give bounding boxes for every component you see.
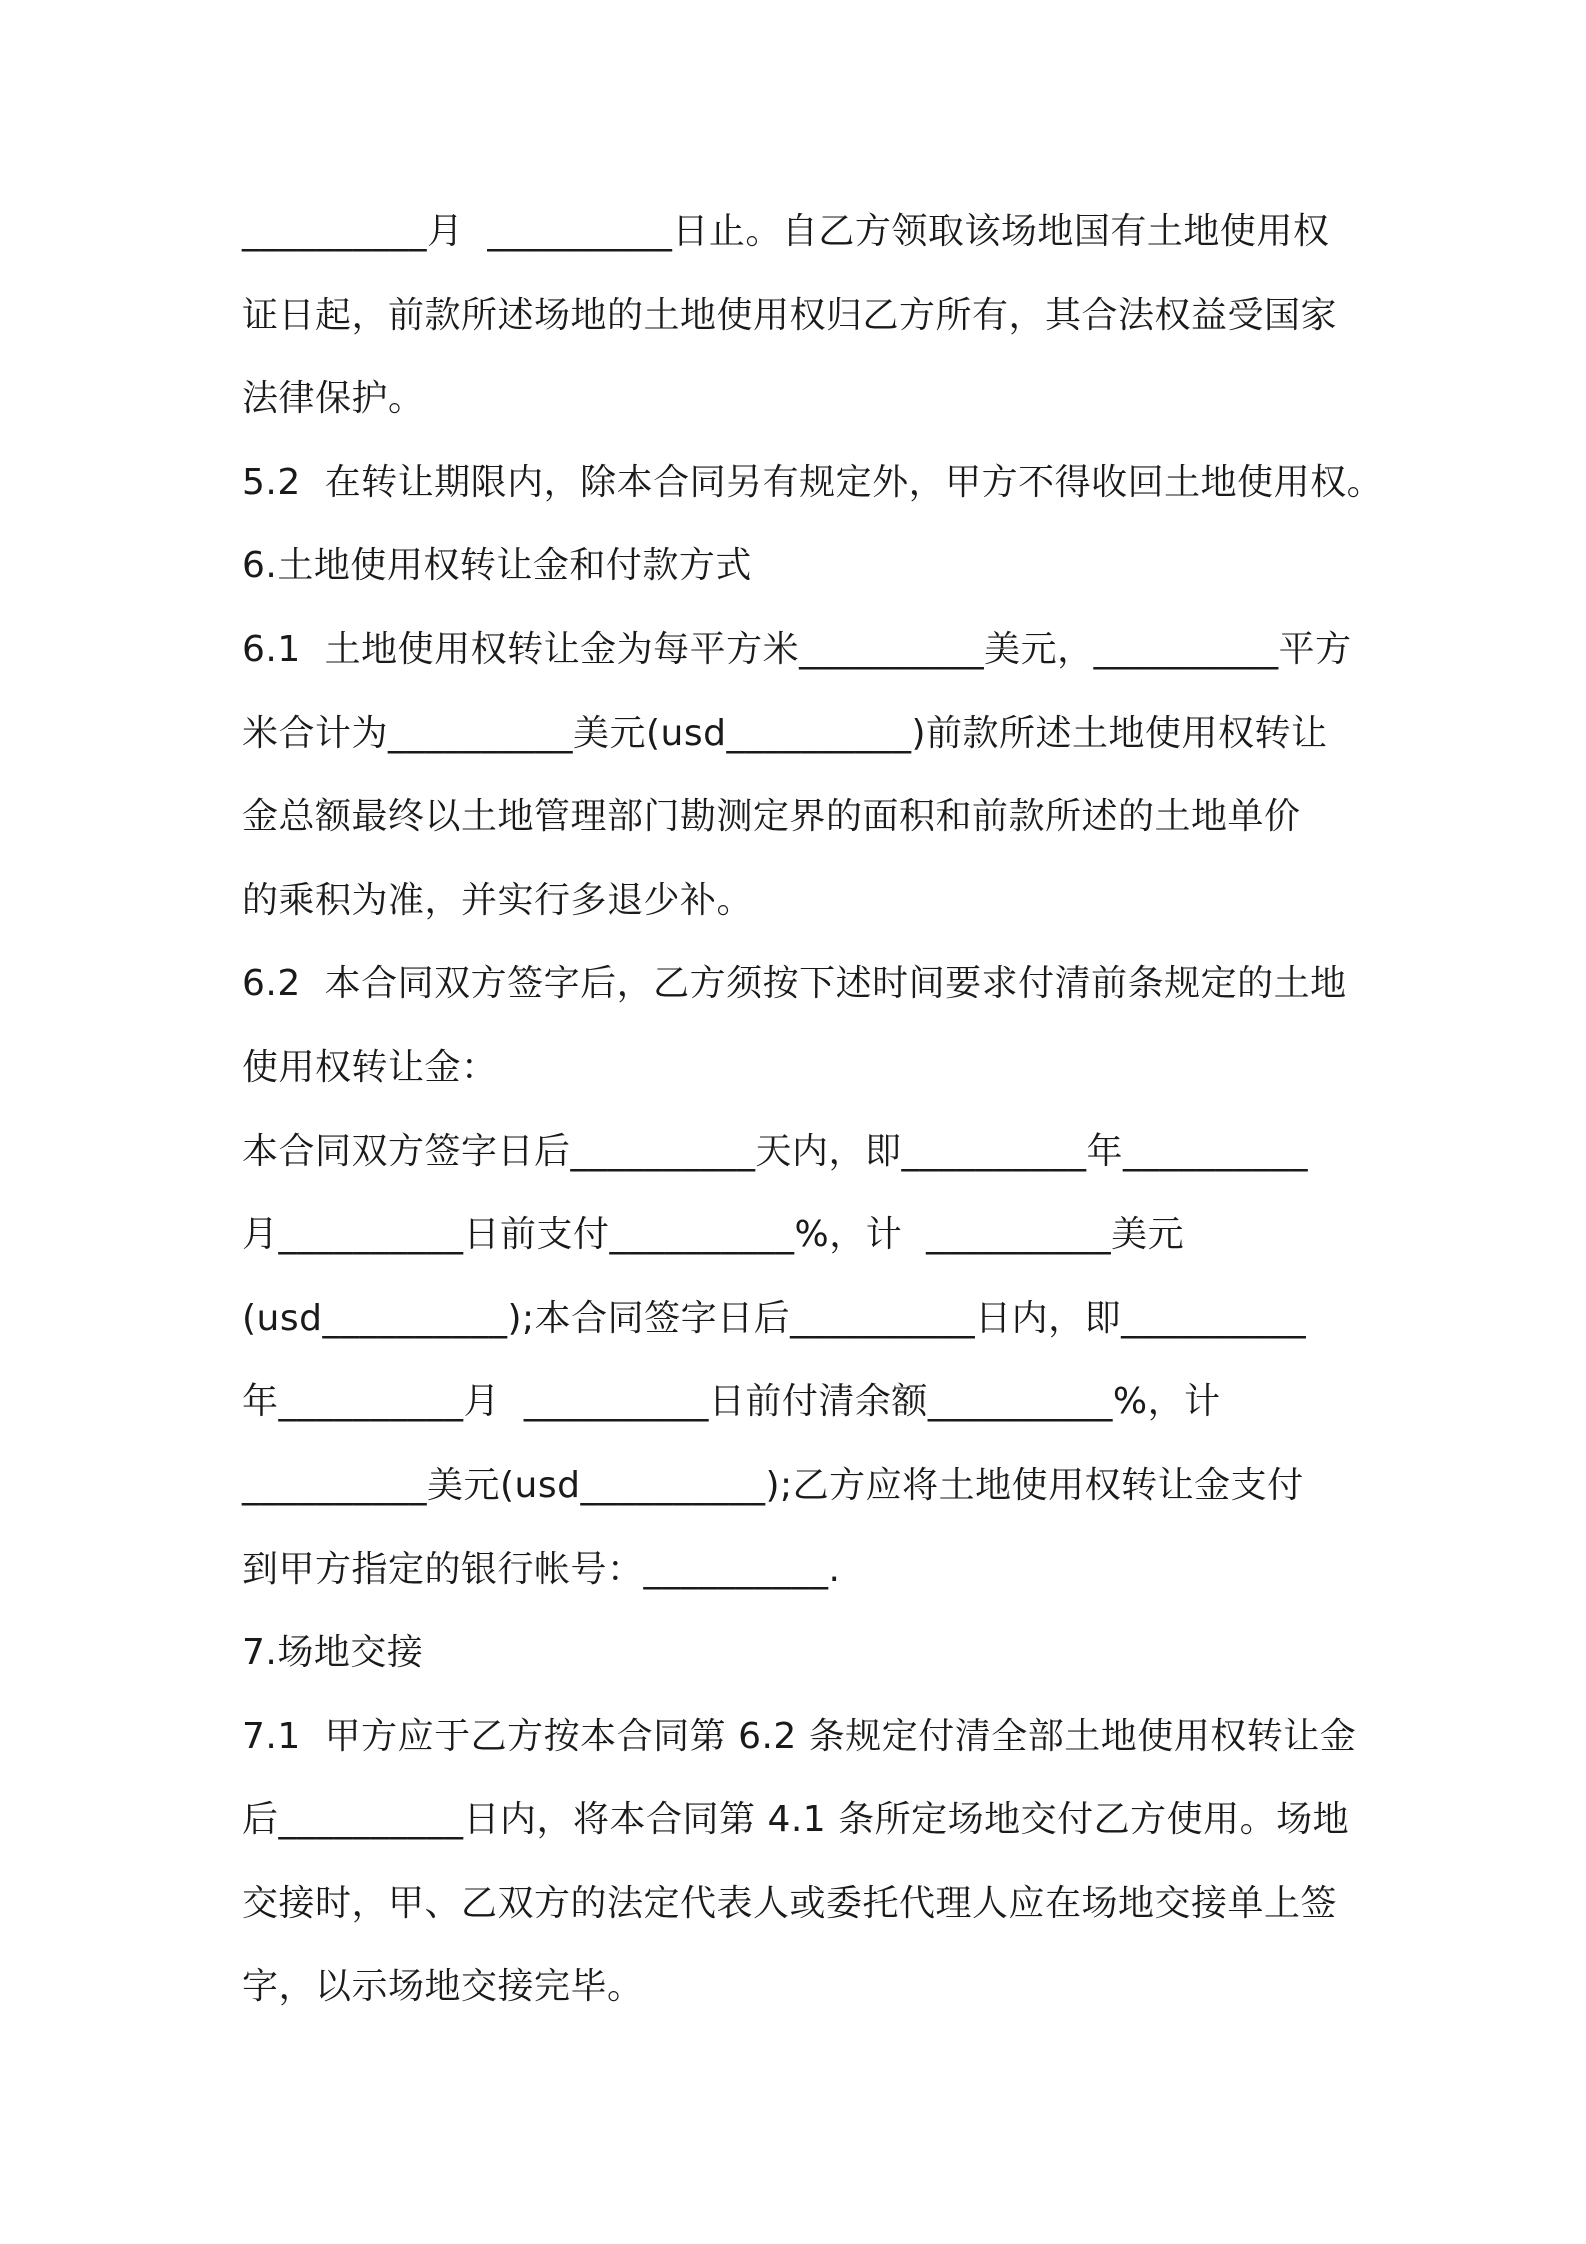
text-line: __________月 __________日止。自乙方领取该场地国有土地使用权 — [242, 211, 1330, 252]
section-heading-6: 6.土地使用权转让金和付款方式 — [242, 545, 752, 587]
section-heading-7: 7.场地交接 — [242, 1632, 424, 1674]
text-line: 后__________日内，将本合同第 4.1 条所定场地交付乙方使用。场地 — [242, 1799, 1350, 1841]
clause-6-2: 6.2 本合同双方签字后，乙方须按下述时间要求付清前条规定的土地 — [242, 963, 1347, 1005]
text-line: 本合同双方签字日后__________天内，即__________年__________ — [242, 1130, 1309, 1172]
text-line: 的乘积为准，并实行多退少补。 — [242, 879, 754, 921]
text-line: 使用权转让金： — [242, 1046, 498, 1088]
text-line: 证日起，前款所述场地的土地使用权归乙方所有，其合法权益受国家 — [242, 294, 1338, 336]
text-line: 字，以示场地交接完毕。 — [242, 1966, 644, 2008]
text-line: 金总额最终以土地管理部门勘测定界的面积和前款所述的土地单价 — [242, 796, 1301, 838]
clause-6-1: 6.1 土地使用权转让金为每平方米__________美元，__________平方 — [242, 628, 1352, 670]
text-line: 年__________月 __________日前付清余额__________%，计 — [242, 1381, 1221, 1423]
document-body — [242, 190, 1384, 2029]
text-line: 到甲方指定的银行帐号：__________. — [242, 1548, 841, 1590]
text-line: 交接时，甲、乙双方的法定代表人或委托代理人应在场地交接单上签 — [242, 1882, 1338, 1924]
text-line: 月__________日前支付__________%，计 __________美元 — [242, 1214, 1185, 1256]
clause-7-1: 7.1 甲方应于乙方按本合同第 6.2 条规定付清全部土地使用权转让金 — [242, 1715, 1357, 1757]
text-line: 法律保护。 — [242, 378, 425, 420]
text-line: (usd__________);本合同签字日后__________日内，即__________ — [242, 1297, 1307, 1339]
clause-5-2: 5.2 在转让期限内，除本合同另有规定外，甲方不得收回土地使用权。 — [242, 461, 1384, 503]
text-line: 米合计为__________美元(usd__________)前款所述土地使用权转让 — [242, 712, 1328, 754]
text-line: __________美元(usd__________);乙方应将土地使用权转让金支付 — [242, 1464, 1304, 1506]
